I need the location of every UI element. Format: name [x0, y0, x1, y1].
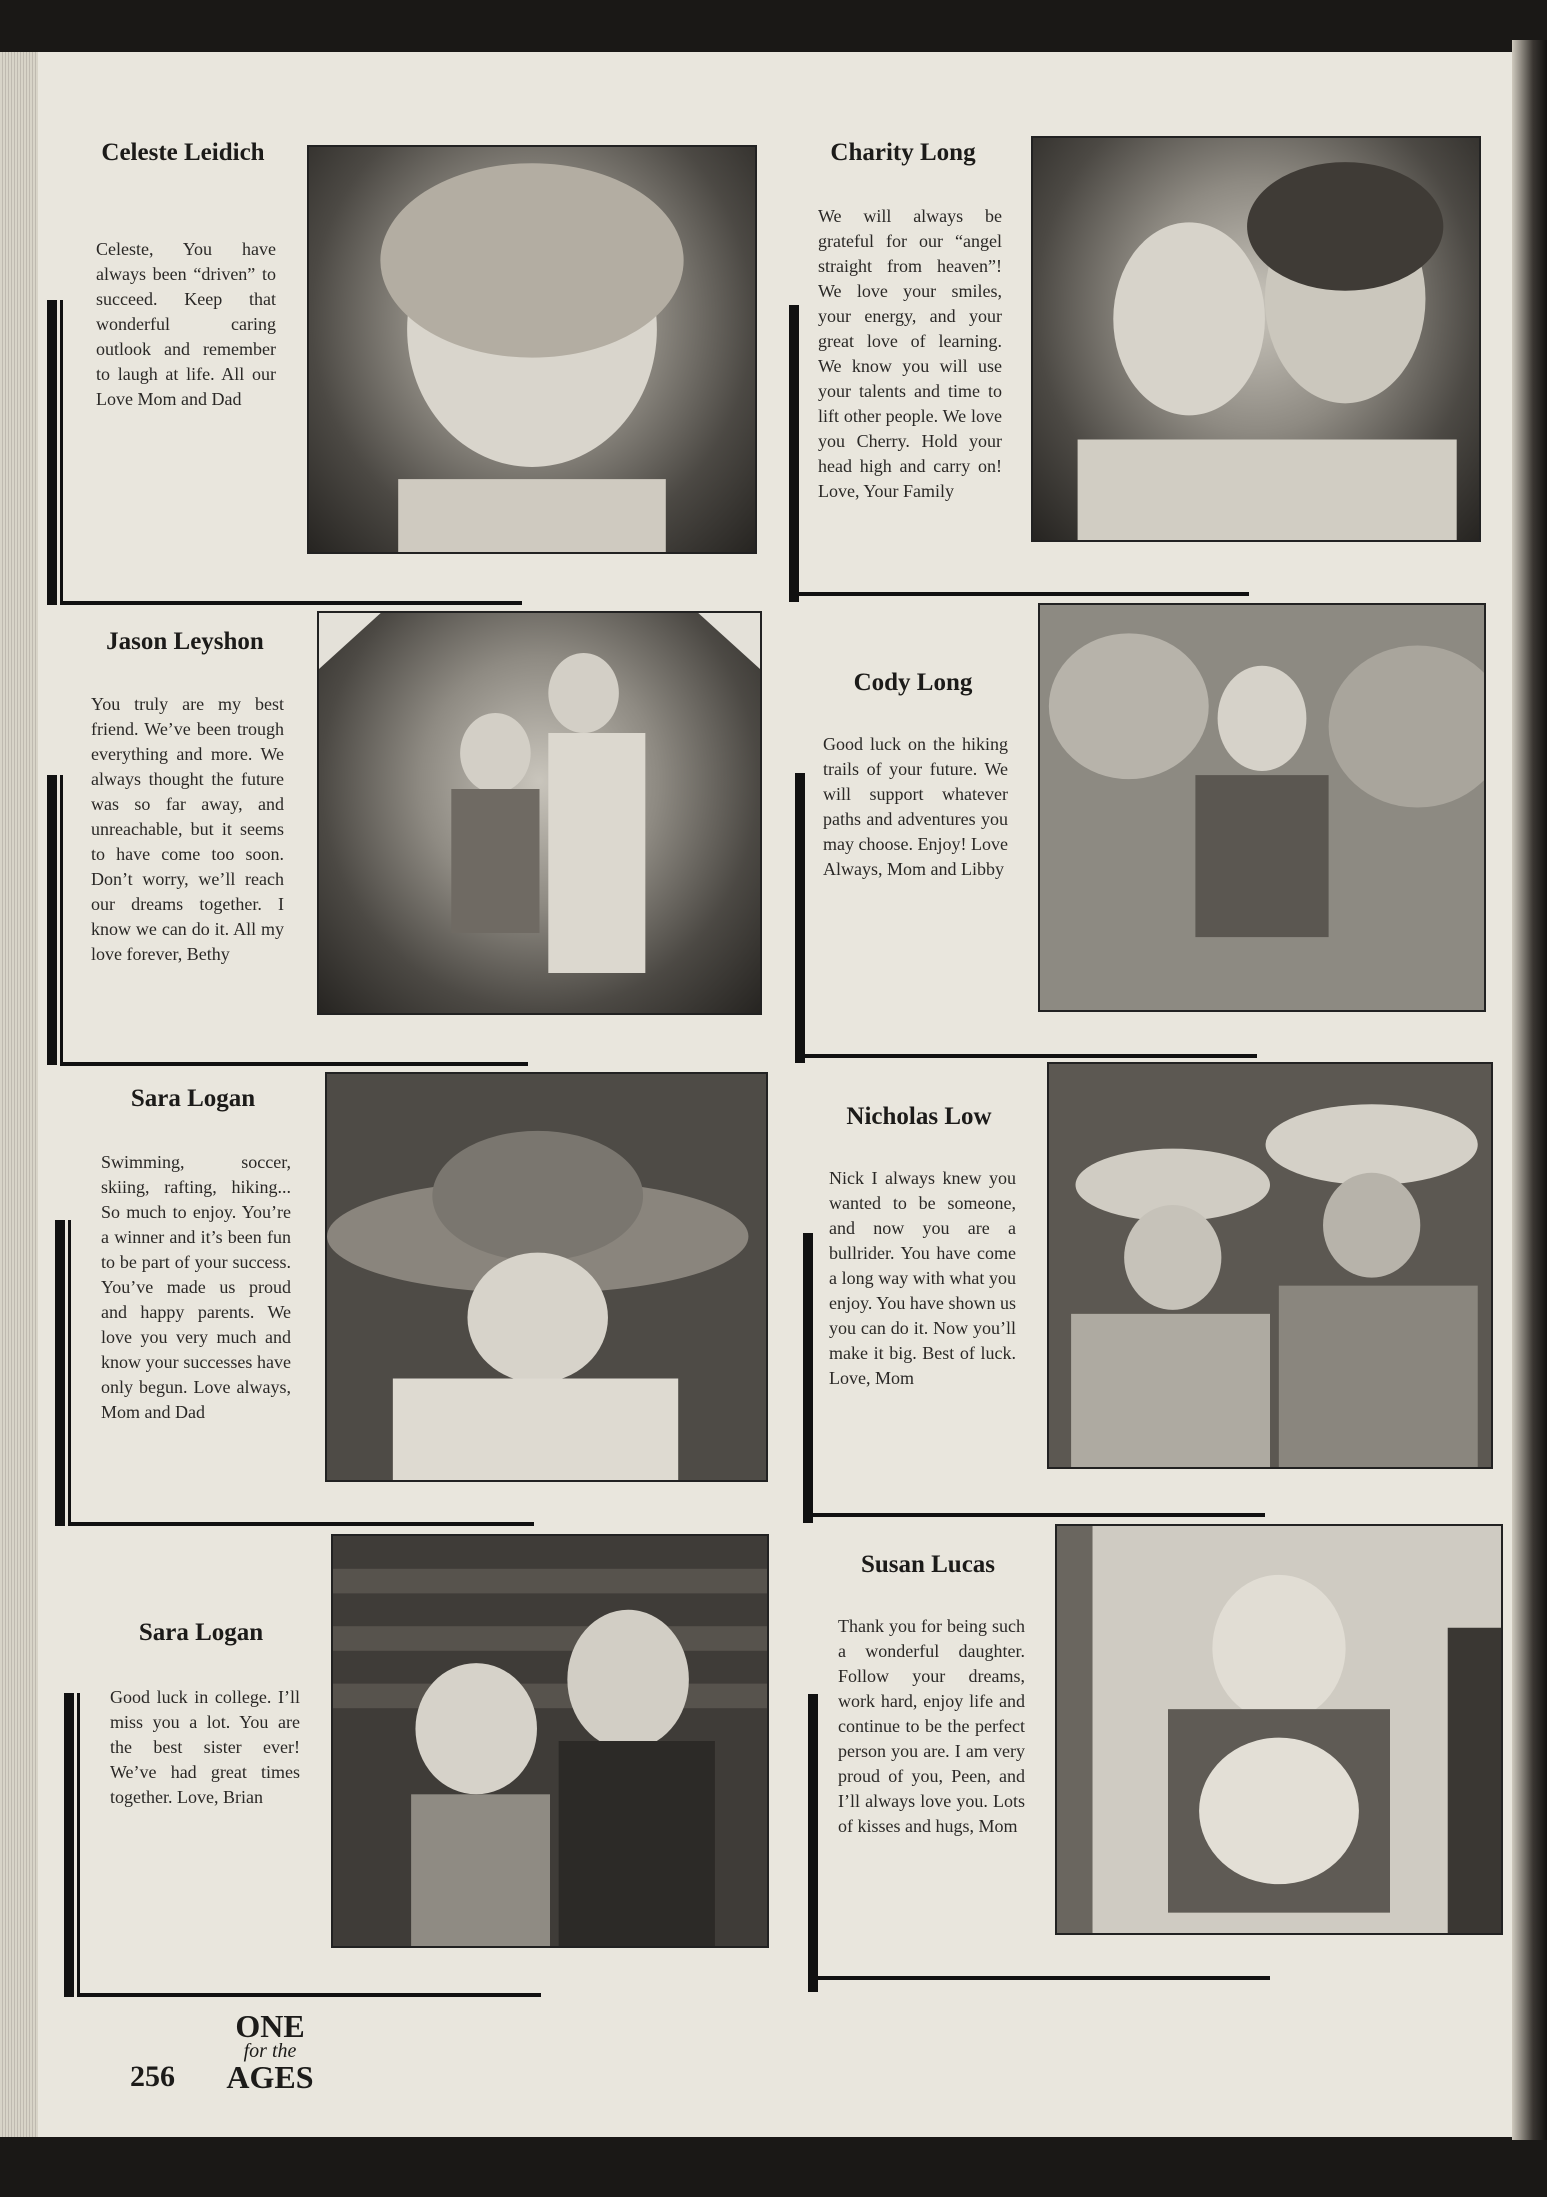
entry-photo [1055, 1524, 1503, 1935]
entry-name: Susan Lucas [860, 1551, 996, 1578]
entry-photo [331, 1534, 769, 1948]
logo-ages: AGES [226, 2059, 314, 2095]
accent-line [68, 1220, 71, 1526]
accent-rule [803, 1513, 1265, 1517]
page-edge [0, 52, 38, 2137]
entry-message: Nick I always knew you wanted to be someone, and now you are a bullrider. You have come a long way with what you enjoy. You have shown us you can do it. Now you’ll make it big. Best of luck. Love, Mom [829, 1168, 1016, 1388]
entry-name: Charity Long [830, 139, 976, 166]
entry-name: Nicholas Low [846, 1103, 992, 1130]
logo-for-the: for the [243, 2040, 297, 2062]
entry-photo [325, 1072, 768, 1482]
entry-message: Swimming, soccer, skiing, rafting, hiking... So much to enjoy. You’re a winner and it’s been fun to be part of your success. You’ve made us proud and happy parents. We love you very much and know your successes have only begun. Love always, Mom and Dad [101, 1152, 291, 1422]
entry-message: You truly are my best friend. We’ve been trough everything and more. We always thought the future was so far away, and unreachable, but it seems to have come too soon. Don’t worry, we’ll reach our dreams together. I know we can do it. All my love forever, Bethy [91, 694, 284, 964]
accent-bar [47, 775, 57, 1065]
accent-rule [77, 1993, 541, 1997]
entry-message: We will always be grateful for our “angel straight from heaven”! We love your smiles, your energy, and your great love of learning. We know you will use your talents and time to lift other people. We love you Cherry. Hold your head high and carry on! Love, Your Family [818, 206, 1002, 501]
accent-rule [795, 1054, 1257, 1058]
binding-edge [1512, 40, 1547, 2140]
accent-line [60, 775, 63, 1065]
accent-rule [60, 1062, 528, 1066]
accent-rule [789, 592, 1249, 596]
accent-bar [64, 1693, 74, 1997]
entry-photo [1047, 1062, 1493, 1469]
accent-bar [47, 300, 57, 605]
page-number: 256 [130, 2060, 175, 2093]
entry-name: Cody Long [853, 669, 973, 696]
entry-message: Celeste, You have always been “driven” to succeed. Keep that wonderful caring outlook and remember to laugh at life. All our Love Mom and Dad [96, 239, 276, 409]
entry-photo [1038, 603, 1486, 1012]
entry-name: Sara Logan [138, 1619, 264, 1646]
entry-name: Celeste Leidich [101, 139, 265, 166]
entry-message: Good luck in college. I’ll miss you a lot. You are the best sister ever! We’ve had great times together. Love, Brian [110, 1687, 300, 1807]
accent-line [77, 1693, 80, 1997]
entry-name: Sara Logan [130, 1085, 256, 1112]
accent-line [60, 300, 63, 605]
entry-message: Good luck on the hiking trails of your future. We will support whatever paths and adventures you may choose. Enjoy! Love Always, Mom and Libby [823, 734, 1008, 879]
accent-rule [808, 1976, 1270, 1980]
entry-photo [1031, 136, 1481, 542]
accent-bar [789, 305, 799, 602]
accent-bar [55, 1220, 65, 1526]
book-title-logo [220, 2010, 320, 2094]
accent-bar [808, 1694, 818, 1992]
accent-rule [60, 601, 522, 605]
accent-bar [803, 1233, 813, 1523]
entry-photo [317, 611, 762, 1015]
accent-bar [795, 773, 805, 1063]
accent-rule [68, 1522, 534, 1526]
entry-photo [307, 145, 757, 554]
entry-name: Jason Leyshon [106, 628, 264, 655]
entry-message: Thank you for being such a wonderful daughter. Follow your dreams, work hard, enjoy life and continue to be the perfect person you are. I am very proud of you, Peen, and I’ll always love you. Lots of kisses and hugs, Mom [838, 1616, 1025, 1836]
logo-one: ONE [235, 2008, 305, 2044]
